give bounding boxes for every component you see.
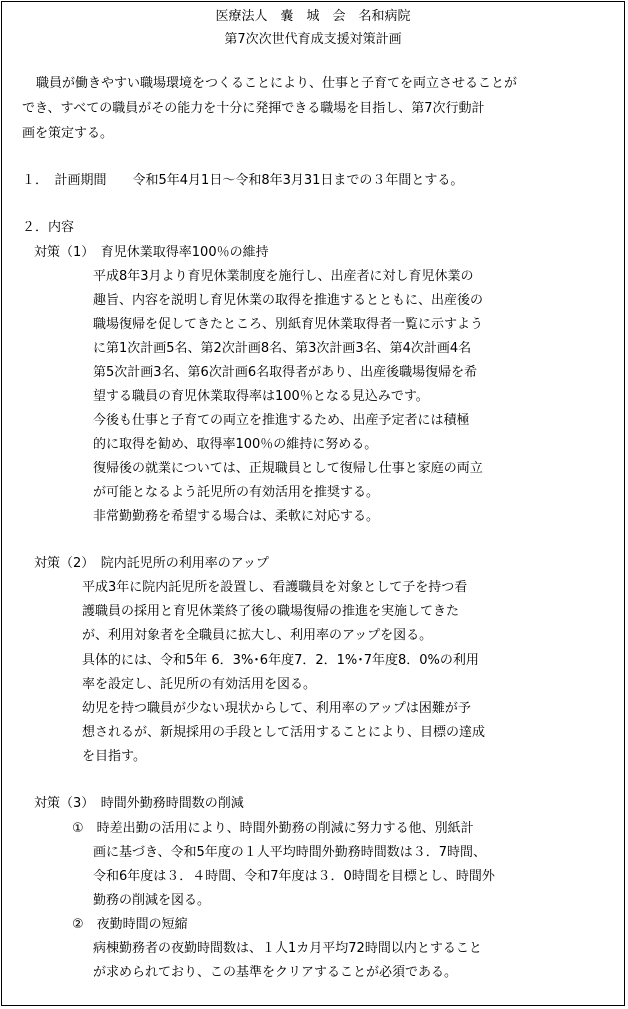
intro-line: 職員が働きやすい職場環境をつくることにより、仕事と子育てを両立させることが xyxy=(36,76,518,91)
section1-heading: １． 計画期間 令和5年4月1日～令和8年3月31日までの３年間とする。 xyxy=(22,173,464,188)
measure1-line: に第1次計画5名、第2次計画8名、第3次計画3名、第4次計画4名 xyxy=(93,341,472,356)
measure2-heading: 対策（2） 院内託児所の利用率のアップ xyxy=(34,556,269,571)
measure3-item1-line: 令和6年度は３．４時間、令和7年度は３．0時間を目標とし、時間外 xyxy=(93,869,495,884)
measure3-item1-line: 画に基づき、令和5年度の１人平均時間外勤務時間数は３．7時間、 xyxy=(93,845,487,860)
measure3-item2-line: が求められており、この基準をクリアすることが必須である。 xyxy=(93,965,458,980)
measure1-line: 今後も仕事と子育ての両立を推進するため、出産予定者には積極 xyxy=(93,413,470,428)
measure1-line: 復帰後の就業については、正規職員として復帰し仕事と家庭の両立 xyxy=(93,461,483,476)
measure1-line: 的に取得を勧め、取得率100％の維持に努める。 xyxy=(93,437,378,452)
document-title-org: 医療法人 嚢 城 会 名和病院 xyxy=(215,9,411,24)
measure1-line: 職場復帰を促してきたところ、別紙育児休業取得者一覧に示すよう xyxy=(93,317,484,332)
measure3-item2-heading: ② 夜勤時間の短縮 xyxy=(72,917,188,932)
measure2-line: 護職員の採用と育児休業終了後の職場復帰の推進を実施してきた xyxy=(82,604,460,619)
measure2-line: を目指す。 xyxy=(82,749,146,764)
measure1-line: 第5次計画3名、第6次計画6名取得者があり、出産後職場復帰を希 xyxy=(93,365,478,380)
measure2-line: 率を設定し、託児所の有効活用を図る。 xyxy=(82,677,317,692)
measure2-line: が、利用対象者を全職員に拡大し、利用率のアップを図る。 xyxy=(82,628,433,643)
measure1-line: 望する職員の育児休業取得率は100％となる見込みです。 xyxy=(93,389,429,404)
intro-line: でき、すべての職員がその能力を十分に発揮できる職場を目指し、第7次行動計 xyxy=(22,101,485,116)
measure1-line: が可能となるよう託児所の有効活用を推奨する。 xyxy=(93,485,380,500)
measure1-line: 平成8年3月より育児休業制度を施行し、出産者に対し育児休業の xyxy=(93,269,474,284)
document-title-plan: 第7次次世代育成支援対策計画 xyxy=(224,32,402,47)
measure2-line: 具体的には、令和5年 6．3%･6年度7．2．1%･7年度8．0%の利用 xyxy=(82,653,479,668)
measure3-item1-heading: ① 時差出勤の活用により、時間外勤務の削減に努力する他、別紙計 xyxy=(72,821,474,836)
section2-heading: ２．内容 xyxy=(22,220,75,235)
measure3-heading: 対策（3） 時間外勤務時間数の削減 xyxy=(34,796,244,811)
measure2-line: 想されるが、新規採用の手段として活用することにより、目標の達成 xyxy=(82,725,486,740)
measure3-item2-line: 病棟勤務者の夜勤時間数は、１人1カ月平均72時間以内とすること xyxy=(93,941,482,956)
measure1-line: 趣旨、内容を説明し育児休業の取得を推進するとともに、出産後の xyxy=(93,293,484,308)
measure2-line: 幼児を持つ職員が少ない現状からして、利用率のアップは困難が予 xyxy=(82,701,471,716)
measure1-line: 非常勤勤務を希望する場合は、柔軟に対応する。 xyxy=(93,509,380,524)
intro-line: 画を策定する。 xyxy=(22,126,114,141)
measure1-heading: 対策（1） 育児休業取得率100％の維持 xyxy=(34,245,269,260)
measure2-line: 平成3年に院内託児所を設置し、看護職員を対象として子を持つ看 xyxy=(82,580,468,595)
measure3-item1-line: 勤務の削減を図る。 xyxy=(93,893,211,908)
